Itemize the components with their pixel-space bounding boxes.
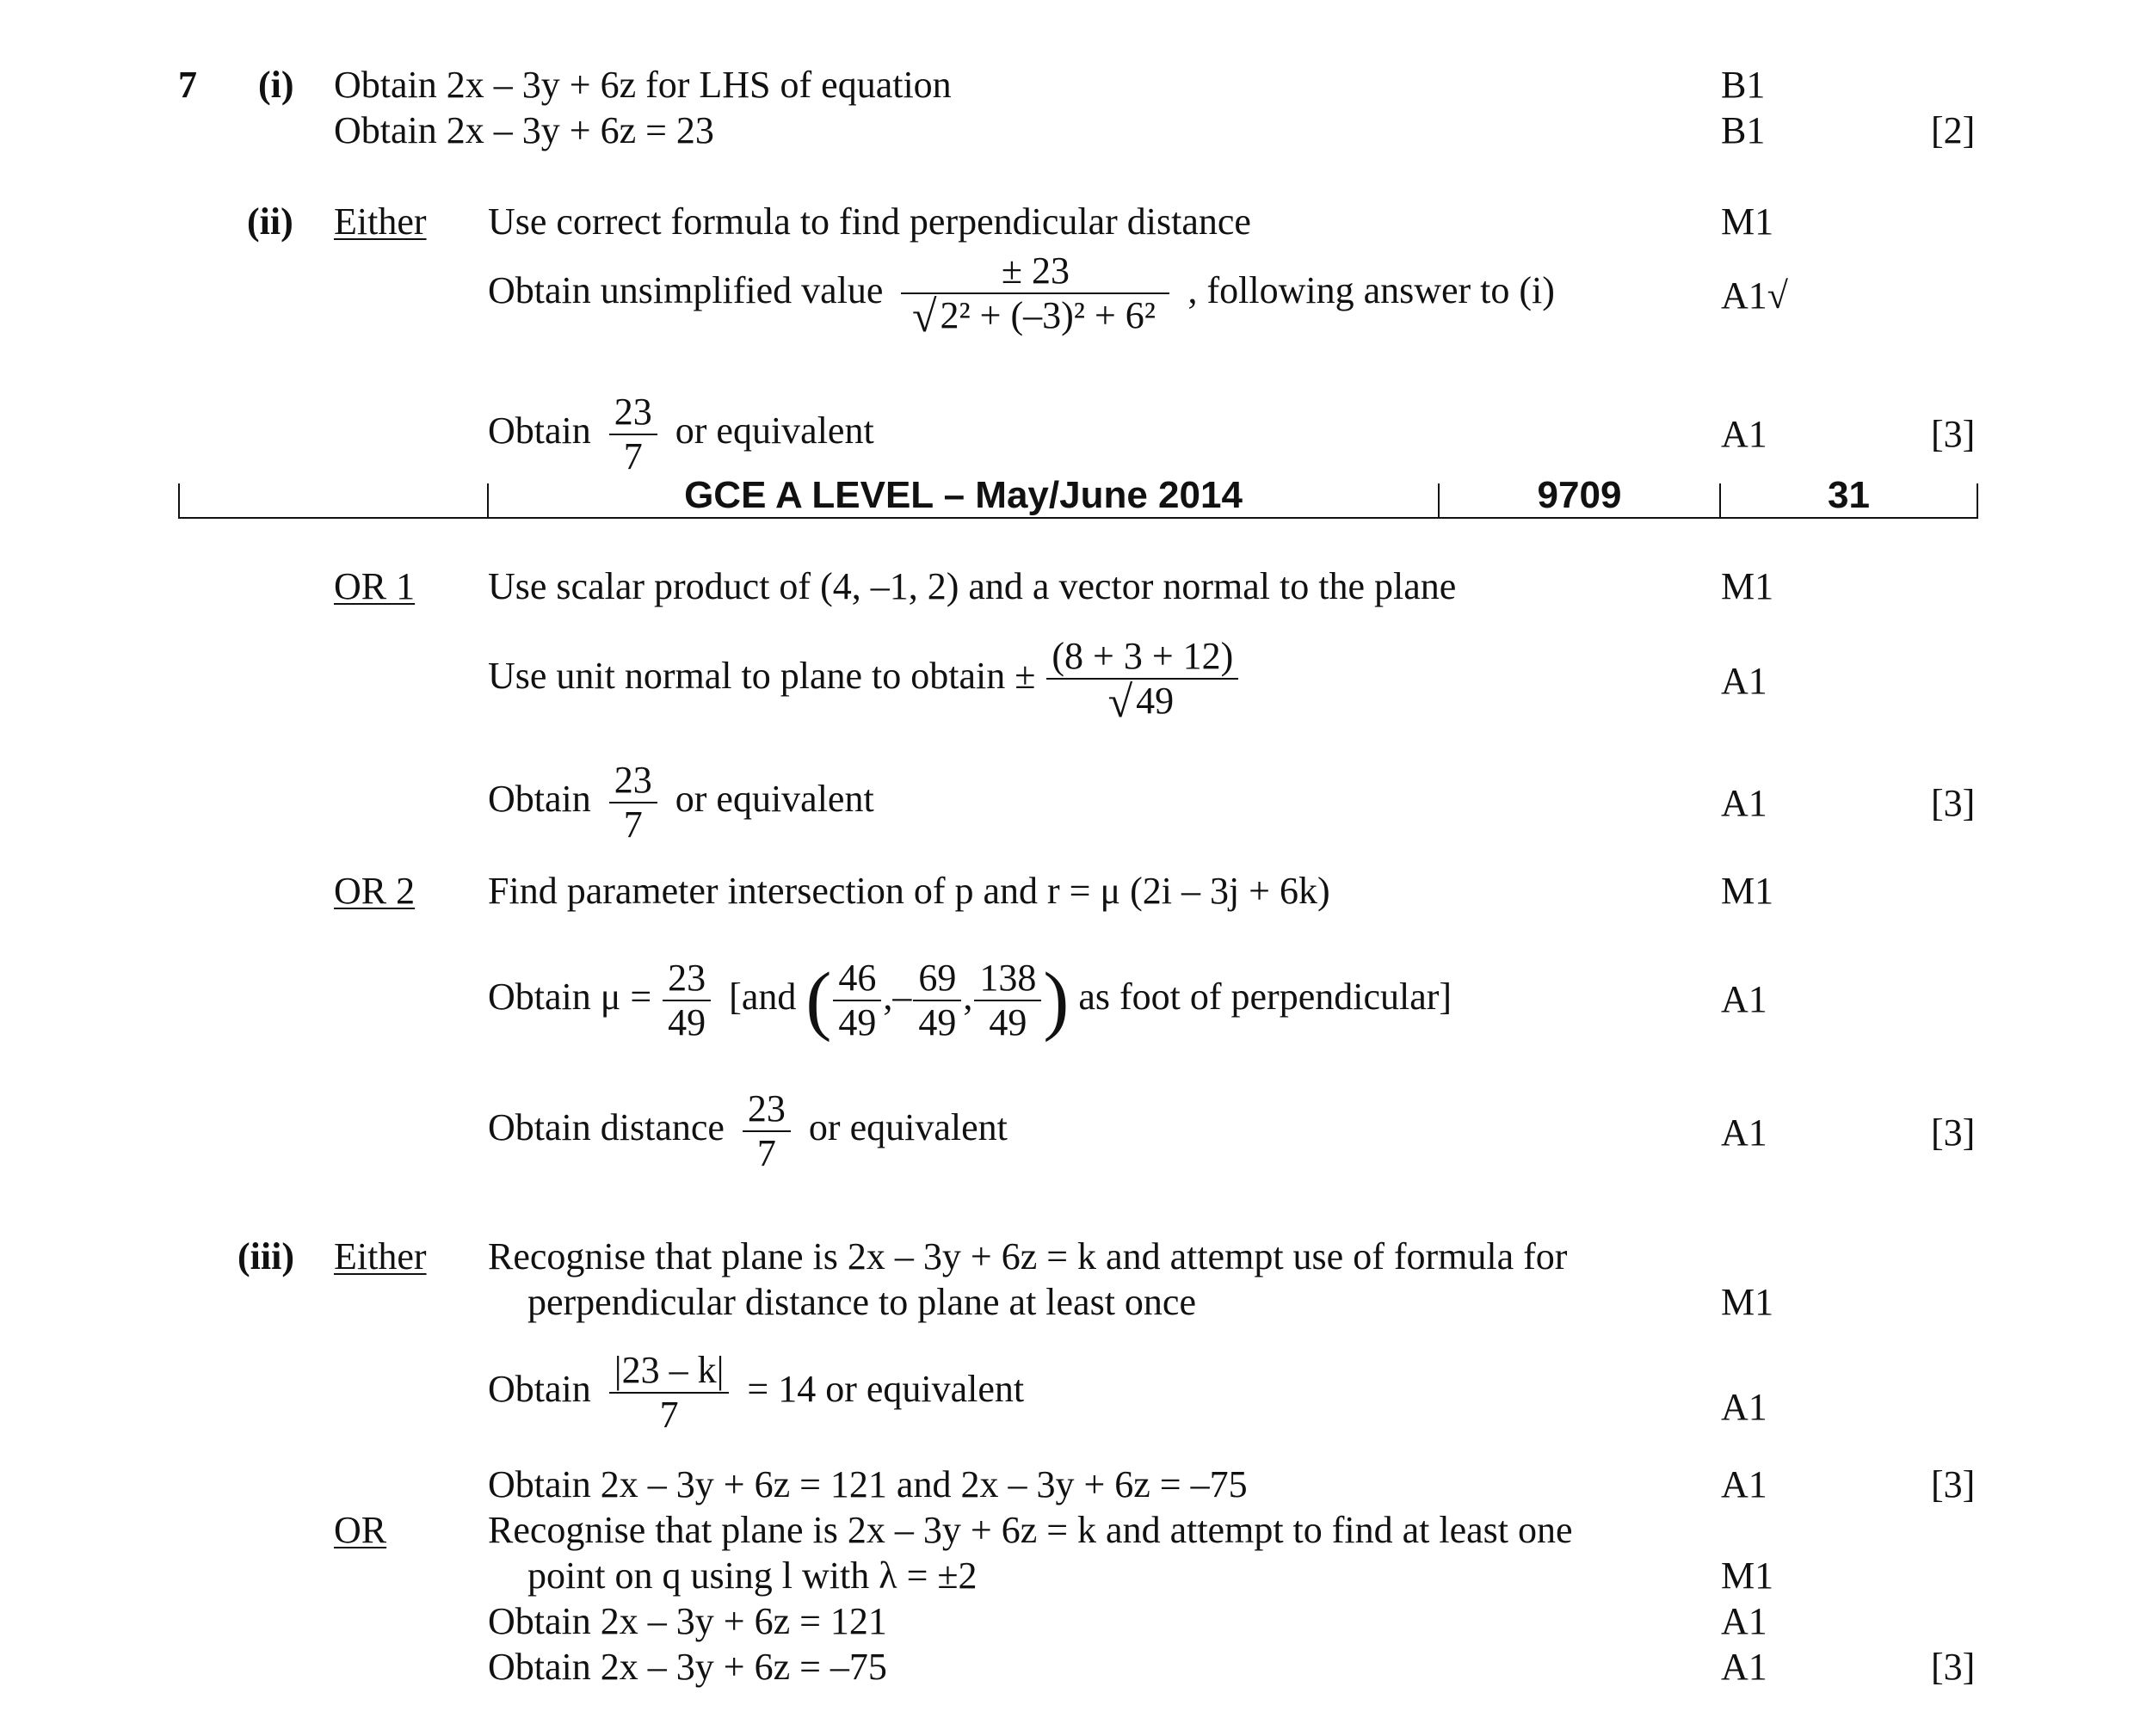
part-ii-o1b-fraction [1046,635,1238,727]
part-ii-or2: OR 2 [334,870,416,912]
part-ii-o1c-den: 7 [623,803,643,846]
part-iii-o1-line2: point on q using l with λ = ±2 [527,1554,978,1597]
foot-z-num: 138 [974,957,1041,1001]
part-ii-e2-den [901,292,1169,342]
part-ii-e3-den: 7 [623,435,643,477]
part-iii-e2-pre: Obtain [488,1368,591,1411]
part-ii-o2c-fraction [743,1087,791,1175]
part-ii-e3-post: or equivalent [675,409,874,452]
part-ii-o1b-num: (8 + 3 + 12) [1046,635,1238,680]
part-iii-e1-mark: M1 [1721,1281,1774,1323]
part-ii-e2-num: ± 23 [901,249,1169,294]
part-i-mark1: B1 [1721,64,1766,106]
part-ii-o2c-den: 7 [756,1132,776,1174]
part-iii-o3-mark: A1 [1721,1646,1767,1688]
part-ii-o2b: Obtain μ = $\frac{23}{49}$ [and ( $\frac{46}{49}$ ,– $\frac{69}{49}$ , $\frac{138}{49}$ ) as foot of perpendicular] [488,957,1452,1043]
part-ii-o2b-mark: A1 [1721,978,1767,1020]
part-ii-o1c-post: or equivalent [675,778,874,821]
part-ii-o1c-num: 23 [609,759,657,803]
foot-z-fraction [974,957,1041,1044]
part-ii-label: (ii) [247,200,293,243]
part-ii-o2c-mark: A1 [1721,1111,1767,1154]
header-exam: GCE A LEVEL – May/June 2014 [684,474,1243,516]
part-ii-e-total: [3] [1931,413,1976,455]
part-iii-e1-line2: perpendicular distance to plane at least once [527,1281,1196,1323]
part-ii-e2 [488,249,1555,342]
part-ii-o1a: Use scalar product of (4, –1, 2) and a vector normal to the plane [488,565,1457,607]
part-ii-o1b-den [1046,678,1238,727]
part-ii-o2a: Find parameter intersection of p and r = μ (2i – 3j + 6k) [488,870,1330,912]
foot-y-den: 49 [918,1001,957,1043]
part-ii-e2-post: , following answer to (i) [1187,269,1555,312]
part-ii-o1a-mark: M1 [1721,565,1774,607]
part-ii-o2c [488,1087,1008,1175]
part-ii-o2b-mid: [and [729,976,797,1019]
part-ii-e1: Use correct formula to find perpendicular distance [488,200,1251,243]
part-ii-o2c-post: or equivalent [808,1106,1008,1149]
part-i-total: [2] [1931,109,1976,151]
part-ii-o2-total: [3] [1931,1111,1976,1154]
part-iii-either: Either [334,1235,427,1277]
part-iii-e2-fraction [609,1349,730,1437]
foot-x-num: 46 [833,957,881,1001]
part-iii-e-total: [3] [1931,1463,1976,1505]
part-iii-e2-mark: A1 [1721,1386,1767,1428]
part-ii-o1c-mark: A1 [1721,782,1767,824]
part-ii-e2-pre: Obtain unsimplified value [488,269,884,312]
part-ii-o2a-mark: M1 [1721,870,1774,912]
part-i-label: (i) [258,64,294,106]
sqrt-symbol-icon: √2² + (–3)² + 6² [912,294,1159,339]
part-iii-e1-line1: Recognise that plane is 2x – 3y + 6z = k and attempt use of formula for [488,1235,1568,1277]
part-ii-o1-total: [3] [1931,782,1976,824]
part-ii-o1b [488,635,1247,727]
part-iii-e3: Obtain 2x – 3y + 6z = 121 and 2x – 3y + 6z = –75 [488,1463,1248,1505]
part-ii-o2b-fraction [663,957,711,1044]
part-iii-o1-line1: Recognise that plane is 2x – 3y + 6z = k and attempt to find at least one [488,1509,1573,1551]
part-iii-o2-mark: A1 [1721,1600,1767,1642]
part-ii-e3-pre: Obtain [488,409,591,452]
part-iii-or: OR [334,1509,387,1551]
foot-y-fraction [913,957,961,1044]
part-ii-e2-fraction [901,249,1169,342]
part-ii-e3-num: 23 [609,391,657,435]
part-iii-o3: Obtain 2x – 3y + 6z = –75 [488,1646,887,1688]
part-iii-o2: Obtain 2x – 3y + 6z = 121 [488,1600,887,1642]
part-ii-e3-mark: A1 [1721,413,1767,455]
part-iii-o1-mark: M1 [1721,1554,1774,1597]
part-ii-or1: OR 1 [334,565,416,607]
part-ii-o2b-post: as foot of perpendicular] [1078,976,1452,1019]
header-paper: 31 [1828,474,1870,516]
part-i-line2: Obtain 2x – 3y + 6z = 23 [334,109,714,151]
left-paren-icon: ( [805,957,832,1043]
part-ii-e1-mark: M1 [1721,200,1774,243]
part-ii-e3 [488,391,874,478]
foot-x-den: 49 [838,1001,877,1043]
part-iii-e3-mark: A1 [1721,1463,1767,1505]
part-ii-o1b-mark: A1 [1721,660,1767,702]
foot-z-den: 49 [989,1001,1027,1043]
part-ii-e2-mark: A1√ [1721,274,1788,317]
part-iii-e2 [488,1349,1024,1437]
part-ii-o2b-num: 23 [663,957,711,1001]
part-ii-o2b-den: 49 [668,1001,706,1043]
part-ii-either: Either [334,200,427,243]
part-ii-o1c-fraction [609,759,657,846]
question-number: 7 [178,64,197,106]
part-iii-e2-num: |23 – k| [609,1349,730,1394]
right-paren-icon: ) [1043,957,1070,1043]
part-ii-o2c-pre: Obtain distance [488,1106,725,1149]
part-iii-o-total: [3] [1931,1646,1976,1688]
foot-x-fraction [833,957,881,1044]
part-ii-e3-fraction [609,391,657,478]
part-ii-o2c-num: 23 [743,1087,791,1132]
part-ii-o1b-pre: Use unit normal to plane to obtain ± [488,655,1036,698]
part-ii-o2b-pre: Obtain μ = [488,976,652,1019]
sqrt-symbol-icon: √49 [1108,680,1178,724]
part-ii-o1c [488,759,874,846]
foot-y-num: 69 [913,957,961,1001]
header-divider-right [1977,483,1978,519]
part-iii-e2-post: = 14 or equivalent [747,1368,1025,1411]
part-i-line1: Obtain 2x – 3y + 6z for LHS of equation [334,64,952,106]
part-i-mark2: B1 [1721,109,1766,151]
part-iii-label: (iii) [237,1235,294,1277]
header-syllabus: 9709 [1537,474,1622,516]
part-iii-e2-den: 7 [659,1394,679,1436]
header-divider-left [178,483,180,519]
part-ii-o1c-pre: Obtain [488,778,591,821]
